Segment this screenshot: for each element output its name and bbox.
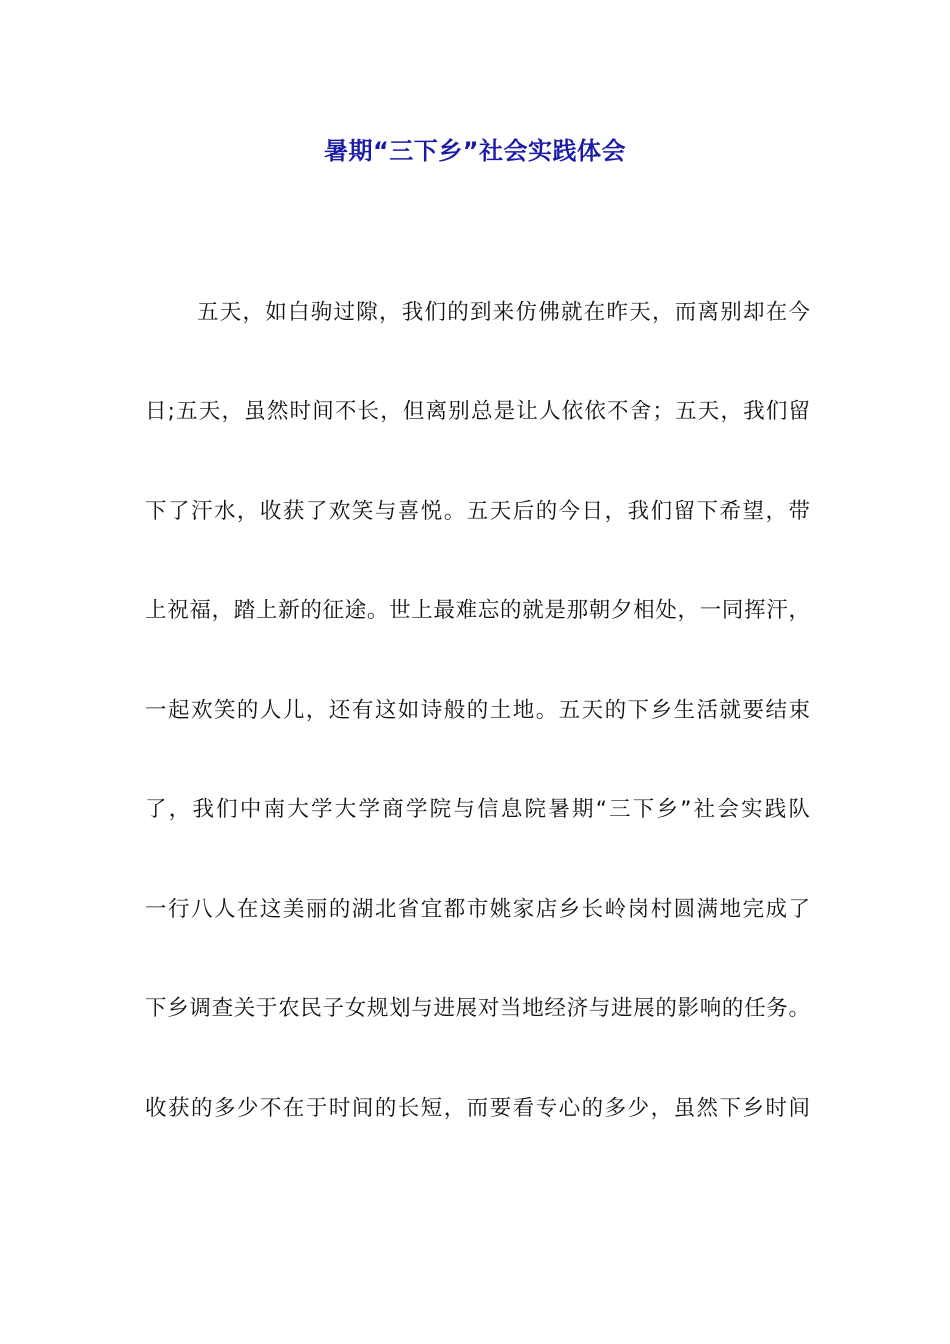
paragraph-line-7: 一行八人在这美丽的湖北省宜都市姚家店乡长岭岗村圆满地完成了 [145,897,810,922]
paragraph-line-4: 上祝福，踏上新的征途。世上最难忘的就是那朝夕相处，一同挥汗， [145,598,810,623]
paragraph-line-1: 五天，如白驹过隙，我们的到来仿佛就在昨天，而离别却在今 [197,300,810,325]
paragraph-line-6: 了，我们中南大学大学商学院与信息院暑期“三下乡”社会实践队 [145,797,810,822]
paragraph-line-5: 一起欢笑的人儿，还有这如诗般的土地。五天的下乡生活就要结束 [145,698,810,723]
paragraph-line-2: 日;五天，虽然时间不长，但离别总是让人依依不舍；五天，我们留 [145,399,810,424]
paragraph-line-8: 下乡调查关于农民子女规划与进展对当地经济与进展的影响的任务。 [145,996,810,1021]
paragraph-line-3: 下了汗水，收获了欢笑与喜悦。五天后的今日，我们留下希望，带 [145,499,810,524]
paragraph-line-9: 收获的多少不在于时间的长短，而要看专心的多少，虽然下乡时间 [145,1096,810,1121]
document-title: 暑期“三下乡”社会实践体会 [323,137,627,165]
